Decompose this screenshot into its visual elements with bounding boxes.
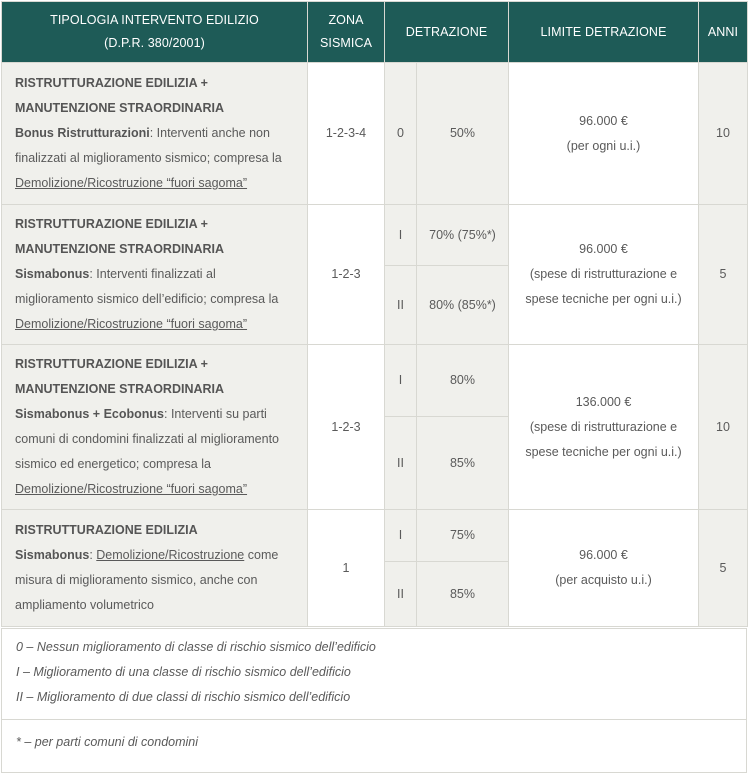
header-tipologia: TIPOLOGIA INTERVENTO EDILIZIO (D.P.R. 380/2001) xyxy=(2,2,308,63)
row3-perc-2: 85% xyxy=(417,417,509,510)
header-anni: ANNI xyxy=(699,2,748,63)
header-zona: ZONA SISMICA xyxy=(308,2,385,63)
row2-perc-2: 80% (85%*) xyxy=(417,266,509,345)
row3-classe-1: I xyxy=(385,345,417,417)
row3-limite: 136.000 € (spese di ristrutturazione e spese tecniche per ogni u.i.) xyxy=(509,345,699,510)
table-row xyxy=(2,63,748,205)
demolizione-link: Demolizione/Ricostruzione “fuori sagoma” xyxy=(15,317,248,331)
table-row xyxy=(2,345,748,417)
row4-classe-1: I xyxy=(385,510,417,562)
class-legend xyxy=(2,629,746,720)
row4-anni: 5 xyxy=(699,510,748,627)
table-header-row xyxy=(2,2,748,63)
header-limite: LIMITE DETRAZIONE xyxy=(509,2,699,63)
header-detrazione: DETRAZIONE xyxy=(385,2,509,63)
row2-anni: 5 xyxy=(699,205,748,345)
note-class-0: 0 – Nessun miglioramento di classe di rischio sismico dell’edificio xyxy=(16,640,376,654)
row1-limite: 96.000 € (per ogni u.i.) xyxy=(509,63,699,205)
row2-classe-2: II xyxy=(385,266,417,345)
row2-tipologia: RISTRUTTURAZIONE EDILIZIA + MANUTENZIONE STRAORDINARIA Sismabonus: Interventi finalizzati al miglioramento sismico dell’edificio; compresa la Demolizione/Ricostruzione “fuori sagoma” xyxy=(2,205,308,345)
row3-zona: 1-2-3 xyxy=(308,345,385,510)
row2-perc-1: 70% (75%*) xyxy=(417,205,509,266)
row1-tipologia: RISTRUTTURAZIONE EDILIZIA + MANUTENZIONE STRAORDINARIA Bonus Ristrutturazioni: Interventi anche non finalizzati al miglioramento sismico; compresa la Demolizione/Ricostruzione “fuori sagoma” xyxy=(2,63,308,205)
row4-tipologia: RISTRUTTURAZIONE EDILIZIA Sismabonus: Demolizione/Ricostruzione come misura di miglioramento sismico, anche con ampliamento volumetrico xyxy=(2,510,308,627)
row3-perc-1: 80% xyxy=(417,345,509,417)
row1-zona: 1-2-3-4 xyxy=(308,63,385,205)
row4-perc-2: 85% xyxy=(417,562,509,627)
row2-limite: 96.000 € (spese di ristrutturazione e spese tecniche per ogni u.i.) xyxy=(509,205,699,345)
note-class-2: II – Miglioramento di due classi di rischio sismico dell’edificio xyxy=(16,690,351,704)
row4-zona: 1 xyxy=(308,510,385,627)
note-asterisk: * – per parti comuni di condomini xyxy=(16,735,199,749)
asterisk-legend xyxy=(2,720,746,772)
legend-notes xyxy=(1,628,747,773)
demolizione-link: Demolizione/Ricostruzione “fuori sagoma” xyxy=(15,176,248,190)
row4-perc-1: 75% xyxy=(417,510,509,562)
deductions-table xyxy=(1,1,748,627)
row1-perc: 50% xyxy=(417,63,509,205)
table-row xyxy=(2,205,748,266)
row1-classe: 0 xyxy=(385,63,417,205)
row1-anni: 10 xyxy=(699,63,748,205)
note-class-1: I – Miglioramento di una classe di rischio sismico dell’edificio xyxy=(16,665,351,679)
demolizione-link: Demolizione/Ricostruzione “fuori sagoma” xyxy=(15,482,248,496)
row3-tipologia: RISTRUTTURAZIONE EDILIZIA + MANUTENZIONE STRAORDINARIA Sismabonus + Ecobonus: Interventi su parti comuni di condomini finalizzati al miglioramento sismico ed energetico; compresa la Demolizione/Ricostruzione “fuori sagoma” xyxy=(2,345,308,510)
row4-classe-2: II xyxy=(385,562,417,627)
demolizione-link: Demolizione/Ricostruzione xyxy=(96,548,245,562)
table-row xyxy=(2,510,748,562)
row3-classe-2: II xyxy=(385,417,417,510)
row3-anni: 10 xyxy=(699,345,748,510)
row2-zona: 1-2-3 xyxy=(308,205,385,345)
row4-limite: 96.000 € (per acquisto u.i.) xyxy=(509,510,699,627)
row2-classe-1: I xyxy=(385,205,417,266)
